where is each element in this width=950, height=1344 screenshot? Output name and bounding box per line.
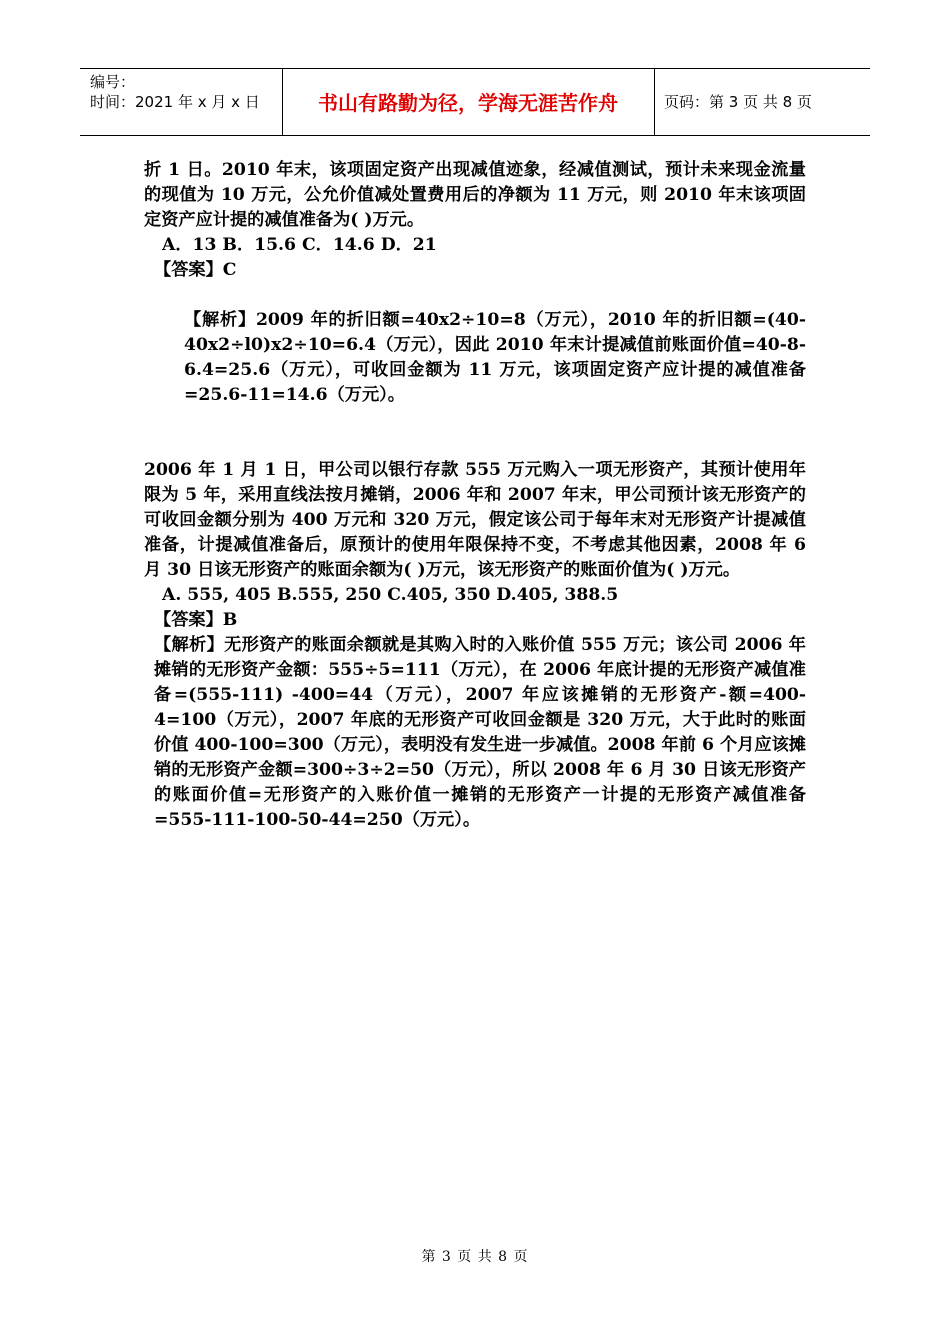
q1-stem: 折 1 日。2010 年末，该项固定资产出现减值迹象，经减值测试，预计未来现金流量的现值为 10 万元，公允价值减处置费用后的净额为 11 万元，则 2010 年末该项固定资产应计提的减值准备为( )万元。 <box>144 160 806 230</box>
page-footer: 第 3 页 共 8 页 <box>421 1249 529 1265</box>
header-page-number: 页码：第 3 页 共 8 页 <box>664 93 812 111</box>
header-time: 时间：2021 年 x 月 x 日 <box>90 93 260 111</box>
q2-analysis: 【解析】无形资产的账面余额就是其购入时的入账价值 555 万元；该公司 2006 年摊销的无形资产金额：555÷5=111（万元），在 2006 年底计提的无形资产减值准备=(555-111) -400=44（万元），2007 年应该摊销的无形资产-额=400-4=100（万元），2007 年底的无形资产可收回金额是 320 万元，大于此时的账面价值 400-100=300（万元），表明没有发生进一步减值。2008 年前 6 个月应该摊销的无形资产金额=300÷3÷2=50（万元），所以 2008 年 6 月 30 日该无形资产的账面价值=无形资产的入账价值一摊销的无形资产一计提的无形资产减值准备=555-111-100-50-44=250（万元）。 <box>154 635 806 830</box>
q1-analysis: 【解析】2009 年的折旧额=40x2÷10=8（万元），2010 年的折旧额=(40-40x2÷l0)x2÷10=6.4（万元），因此 2010 年末计提减值前账面价值=40-8-6.4=25.6（万元），可收回金额为 11 万元，该项固定资产应计提的减值准备=25.6-11=14.6（万元）。 <box>184 310 806 405</box>
header-number: 编号： <box>90 73 136 91</box>
q2-stem: 2006 年 1 月 1 日，甲公司以银行存款 555 万元购入一项无形资产，其预计使用年限为 5 年，采用直线法按月摊销，2006 年和 2007 年末，甲公司预计该无形资产的可收回金额分别为 400 万元和 320 万元，假定该公司于每年末对无形资产计提减值准备，计提减值准备后，原预计的使用年限保持不变，不考虑其他因素，2008 年 6 月 30 日该无形资产的账面余额为( )万元，该无形资产的账面价值为( )万元。 <box>144 460 806 580</box>
q2-answer: 【答案】B <box>154 610 238 630</box>
header-left-cell <box>80 69 283 135</box>
q1-answer: 【答案】C <box>154 260 237 280</box>
q1-options: A．13 B．15.6 C．14.6 D．21 <box>162 235 437 255</box>
document-body <box>144 158 806 833</box>
header-motto: 书山有路勤为径，学海无涯苦作舟 <box>318 91 618 115</box>
header-middle-cell <box>282 69 655 135</box>
q2-options: A. 555, 405 B.555, 250 C.405, 350 D.405, 388.5 <box>162 585 619 605</box>
page-header <box>80 68 870 136</box>
